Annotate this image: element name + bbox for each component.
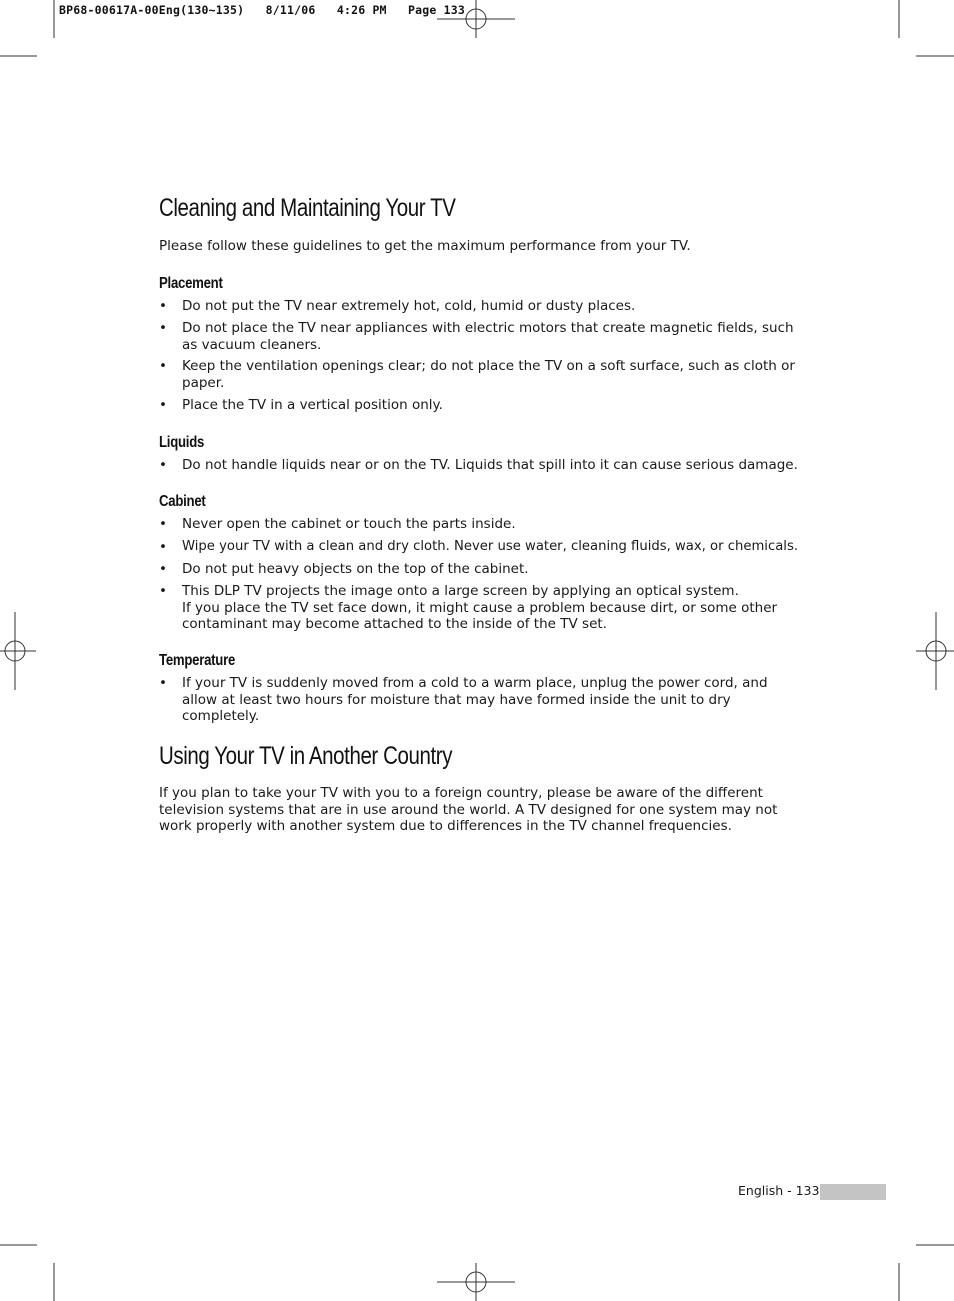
- bullet-icon: •: [159, 516, 167, 532]
- list-item: • Place the TV in a vertical position only.: [159, 397, 443, 413]
- intro-paragraph: Please follow these guidelines to get the maximum performance from your TV.: [159, 238, 691, 254]
- list-item: • Keep the ventilation openings clear; do not place the TV on a soft surface, such as cloth or paper.: [159, 358, 795, 391]
- bullet-icon: •: [159, 561, 167, 577]
- bullet-icon: •: [159, 539, 167, 555]
- bullet-icon: •: [159, 358, 167, 374]
- subheading-placement: Placement: [159, 275, 223, 292]
- section-title-cleaning: Cleaning and Maintaining Your TV: [159, 194, 456, 222]
- page-number: English - 133: [738, 1183, 820, 1198]
- list-item: • Do not put heavy objects on the top of the cabinet.: [159, 561, 529, 577]
- subheading-temperature: Temperature: [159, 652, 236, 669]
- registration-mark-left: [0, 612, 36, 690]
- section-title-country: Using Your TV in Another Country: [159, 742, 453, 770]
- list-item: • Do not handle liquids near or on the TV. Liquids that spill into it can cause serious damage.: [159, 457, 798, 473]
- subheading-liquids: Liquids: [159, 434, 205, 451]
- registration-mark-right: [916, 612, 954, 690]
- bullet-icon: •: [159, 675, 167, 691]
- bullet-icon: •: [159, 320, 167, 336]
- list-item: • If your TV is suddenly moved from a cold to a warm place, unplug the power cord, and allow at least two hours for moisture that may have formed inside the unit to dry completely.: [159, 675, 768, 725]
- list-item-continuation: If you place the TV set face down, it might cause a problem because dirt, or some other contaminant may become attached to the inside of the TV set.: [182, 599, 778, 633]
- bullet-icon: •: [159, 298, 167, 314]
- bullet-icon: •: [159, 583, 167, 599]
- printer-slug: BP68-00617A-00Eng(130~135) 8/11/06 4:26 PM Page 133: [59, 3, 466, 17]
- list-item: • This DLP TV projects the image onto a large screen by applying an optical system. If you place the TV set face down, it might cause a problem because dirt, or some other contaminant may become attached to the inside of the TV set.: [159, 583, 804, 633]
- list-item: • Never open the cabinet or touch the parts inside.: [159, 516, 516, 532]
- subheading-cabinet: Cabinet: [159, 493, 206, 510]
- bullet-icon: •: [159, 397, 167, 413]
- page-tab-bar: [820, 1184, 886, 1200]
- list-item: • Wipe your TV with a clean and dry cloth. Never use water, cleaning fluids, wax, or chemicals.: [159, 539, 799, 555]
- list-item: • Do not place the TV near appliances with electric motors that create magnetic fields, such as vacuum cleaners.: [159, 320, 794, 353]
- bullet-icon: •: [159, 457, 167, 473]
- list-item: • Do not put the TV near extremely hot, cold, humid or dusty places.: [159, 298, 636, 314]
- registration-mark-bottom: [437, 1263, 515, 1301]
- registration-mark-top: [437, 0, 515, 38]
- country-paragraph: If you plan to take your TV with you to a foreign country, please be aware of the different television systems that are in use around the world. A TV designed for one system may not work properly with another system due to differences in the TV channel frequencies.: [159, 785, 778, 835]
